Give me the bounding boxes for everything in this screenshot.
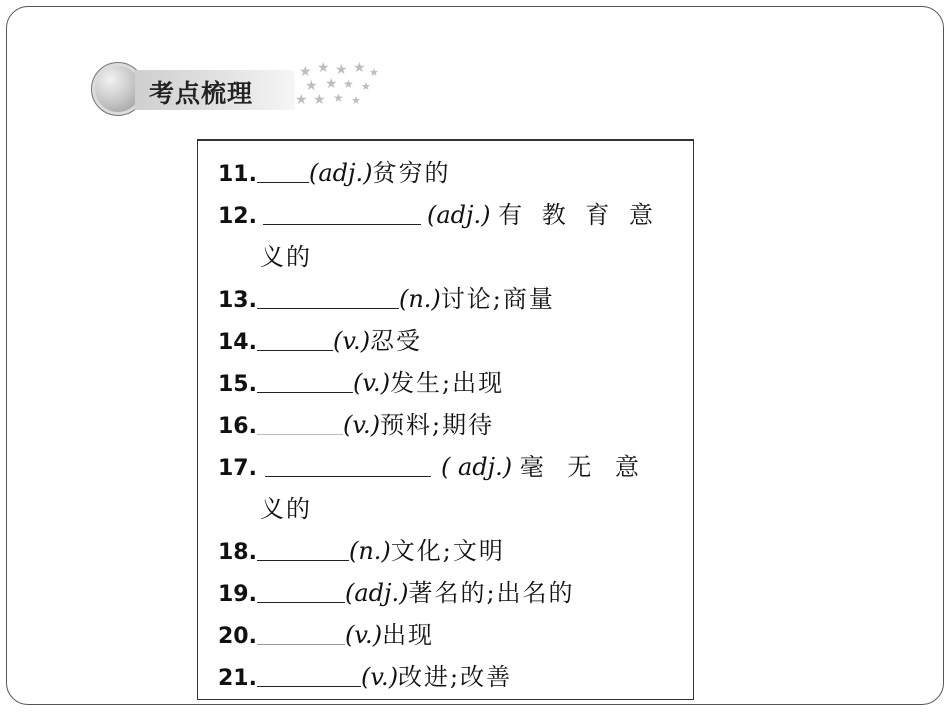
part-of-speech: (v.) — [352, 369, 391, 397]
stars-decoration-icon: ★ ★ ★ ★ ★ ★ ★ ★ ★ ★ ★ ★ ★ — [295, 60, 379, 108]
item-meaning: 著名的;出名的 — [408, 579, 575, 607]
answer-blank[interactable] — [265, 454, 431, 477]
list-item — [218, 657, 512, 692]
part-of-speech: (v.) — [332, 327, 371, 355]
item-meaning: 改进;改善 — [398, 663, 513, 691]
list-item — [218, 405, 494, 440]
answer-blank[interactable] — [257, 538, 349, 561]
part-of-speech: (adj.) — [308, 159, 373, 187]
item-meaning: 有 教 育 意 — [498, 201, 659, 229]
item-meaning: 出现 — [382, 621, 435, 649]
item-number: 11. — [218, 162, 257, 187]
slide — [6, 6, 944, 705]
answer-blank[interactable] — [257, 664, 361, 687]
answer-blank[interactable] — [257, 328, 333, 351]
item-meaning-continued: 义的 — [260, 243, 312, 271]
list-item — [218, 195, 659, 230]
answer-blank[interactable] — [257, 580, 345, 603]
list-item — [218, 447, 647, 482]
item-meaning: 讨论;商量 — [440, 285, 555, 313]
item-number: 19. — [218, 582, 257, 607]
part-of-speech: (adj.) — [426, 201, 491, 229]
part-of-speech: (n.) — [398, 285, 441, 313]
item-meaning: 贫穷的 — [372, 159, 451, 187]
item-number: 12. — [218, 204, 257, 229]
section-banner — [91, 62, 391, 118]
list-item — [218, 573, 575, 608]
answer-blank[interactable] — [257, 370, 353, 393]
item-number: 21. — [218, 666, 257, 691]
answer-blank[interactable] — [263, 202, 421, 225]
part-of-speech: (v.) — [360, 663, 399, 691]
vocabulary-card — [197, 139, 694, 700]
answer-blank[interactable] — [257, 412, 343, 435]
answer-blank[interactable] — [257, 622, 345, 645]
item-meaning: 文化;文明 — [390, 537, 505, 565]
item-number: 16. — [218, 414, 257, 439]
list-item — [218, 153, 450, 188]
item-number: 15. — [218, 372, 257, 397]
item-meaning: 发生;出现 — [390, 369, 505, 397]
section-title: 考点梳理 — [149, 79, 254, 108]
item-meaning: 预料;期待 — [380, 411, 495, 439]
part-of-speech: ( adj.) — [440, 453, 513, 481]
part-of-speech: (adj.) — [344, 579, 409, 607]
part-of-speech: (v.) — [344, 621, 383, 649]
item-meaning: 忍受 — [370, 327, 423, 355]
item-number: 18. — [218, 540, 257, 565]
list-item — [218, 321, 422, 356]
item-number: 13. — [218, 288, 257, 313]
item-number: 17. — [218, 456, 257, 481]
item-number: 20. — [218, 624, 257, 649]
answer-blank[interactable] — [257, 160, 309, 183]
list-item — [218, 363, 504, 398]
list-item — [218, 615, 434, 650]
answer-blank[interactable] — [257, 286, 399, 309]
part-of-speech: (n.) — [348, 537, 391, 565]
part-of-speech: (v.) — [342, 411, 381, 439]
item-number: 14. — [218, 330, 257, 355]
item-meaning-continued: 义的 — [260, 495, 312, 523]
list-item — [218, 279, 555, 314]
list-item — [218, 531, 505, 566]
item-meaning: 毫 无 意 — [519, 453, 647, 481]
